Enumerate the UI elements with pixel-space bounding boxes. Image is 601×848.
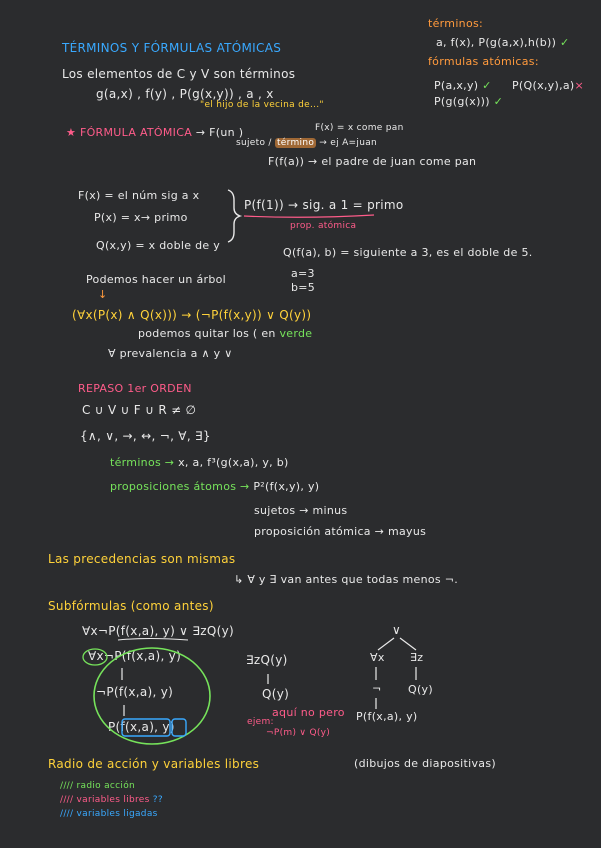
sujeto-termino-line: sujeto / término → ej A=juan [236,138,378,148]
down-arrow: ↓ [98,288,108,301]
subformulas-title: Subfórmulas (como antes) [48,599,214,613]
tree-exists: ∃z [410,651,424,664]
side-formulas-label: fórmulas atómicas: [428,55,539,68]
prop-atomica-label: prop. atómica [290,221,357,231]
side-formula-1: P(a,x,y) ✓ [434,79,492,92]
tree-p: P(f(x,a), y) [356,710,418,723]
terms-examples: g(a,x) , f(y) , P(g(x,y)) , a , x [96,87,274,101]
ejem-value: ¬P(m) ∨ Q(y) [266,728,331,738]
formula-atomica-heading: ★ FÓRMULA ATÓMICA → F(un ) [66,126,244,139]
side-formula-2: P(Q(x,y),a)× [512,79,585,92]
padre-example: F(f(a)) → el padre de juan come pan [268,155,477,168]
prop-atom-mayus: proposición atómica → mayus [254,525,427,538]
tree-line-5 [400,638,416,650]
side-terms-value: a, f(x), P(g(a,x),h(b)) ✓ [436,36,570,49]
side-formula-3: P(g(g(x))) ✓ [434,95,504,108]
precedencias-title: Las precedencias son mismas [48,552,236,566]
props-label: proposiciones átomos → P²(f(x,y), y) [110,480,320,493]
tree-forall: ∀x [370,651,385,664]
ejem-label: ejem: [247,717,274,727]
a-value: a=3 [291,267,315,280]
def-fx: F(x) = el núm sig a x [78,189,200,202]
node-forall: ∀x¬P(f(x,a), y) [88,649,182,663]
quantified-formula: (∀x(P(x) ∧ Q(x))) → (¬P(f(x,y)) ∨ Q(y)) [72,308,312,322]
main-formula: ∀x¬P(f(x,a), y) ∨ ∃zQ(y) [82,624,234,638]
side-terms-label: términos: [428,17,484,30]
radio-title: Radio de acción y variables libres [48,757,260,771]
fx-definition: F(x) = x come pan [315,123,404,133]
main-underline [118,639,188,641]
repaso-connectives: {∧, ∨, →, ↔, ¬, ∀, ∃} [80,429,211,443]
legend-radio-accion: //// radio acción [60,781,136,791]
node-negation: ¬P(f(x,a), y) [96,685,174,699]
def-px: P(x) = x→ primo [94,211,188,224]
tree-root: ∨ [392,623,402,637]
sujetos-minus: sujetos → minus [254,504,348,517]
tree-line-4 [378,638,394,650]
prevalencia-note: ∀ prevalencia a ∧ y ∨ [108,347,233,360]
pf1-example: P(f(1)) → sig. a 1 = primo [244,198,404,212]
node-exists: ∃zQ(y) [246,653,288,667]
node-qy: Q(y) [262,687,290,701]
precedencias-note: ↳ ∀ y ∃ van antes que todas menos ¬. [234,573,459,586]
tree-neg: ¬ [372,682,382,695]
quote-note: "el hijo de la vecina de..." [200,100,324,110]
legend-variables-ligadas: //// variables ligadas [60,809,158,819]
quitar-note: podemos quitar los ( en verde [138,327,313,340]
brace-icon [228,190,240,242]
qfa-example: Q(f(a), b) = siguiente a 3, es el doble de 5. [283,246,533,259]
repaso-sets: C ∪ V ∪ F ∪ R ≠ ∅ [82,403,197,417]
radio-note: (dibujos de diapositivas) [354,757,496,770]
terminos-label: términos → x, a, f³(g(x,a), y, b) [110,456,289,469]
b-value: b=5 [291,281,316,294]
legend-variables-libres: //// variables libres ?? [60,795,163,805]
repaso-title: REPASO 1er ORDEN [78,382,192,395]
tree-qy: Q(y) [408,683,433,696]
arbol-note: Podemos hacer un árbol [86,273,227,286]
section-title-terminos: TÉRMINOS Y FÓRMULAS ATÓMICAS [62,41,282,55]
node-atom: P(f(x,a), y) [108,720,175,734]
aqui-no-pero: aquí no pero [272,706,345,719]
terms-intro-line: Los elementos de C y V son términos [62,67,296,81]
def-qxy: Q(x,y) = x doble de y [96,239,221,252]
pink-underline [244,215,374,217]
